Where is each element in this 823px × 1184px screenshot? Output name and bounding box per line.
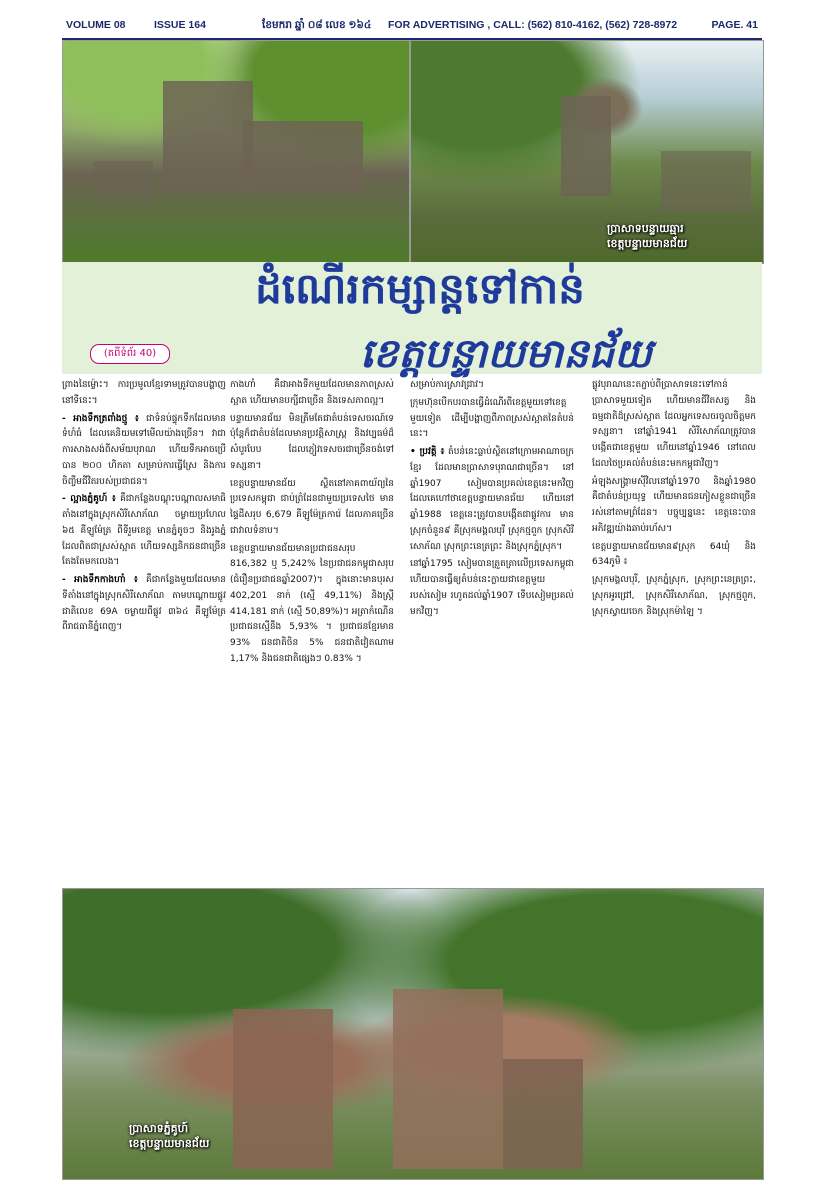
paragraph-text: គឺជាកន្លែងមួយដែលមានទីតាំងនៅក្នុងស្រុកសិរីសោភ័ណ តាមបណ្តោយផ្លូវជាតិលេខ 69A ចម្ងាយពីផ្លូវ ៣៦៤ គីឡូម៉ែត្រពីរាជធានីភ្នំពេញ។	[62, 575, 226, 633]
paragraph: នៅឆ្នាំ1795 សៀមបានត្រួតត្រាលើប្រទេសកម្ពុជា ហើយបានធ្វើឲ្យតំបន់នេះក្លាយជាខេត្តមួយរបស់សៀម រហូតដល់ឆ្នាំ1907 ទើបសៀមប្រគល់មកវិញ។	[410, 559, 574, 617]
section-lead: • ប្រវត្តិ ៖	[410, 447, 445, 457]
paragraph: សម្រាប់ការស្រាវជ្រាវ។	[410, 380, 484, 390]
caption-line: ប្រាសាទបន្ទាយឆ្មារ	[607, 222, 684, 235]
section-lead: - អាងទឹកត្រពាំងថ្មូ ៖	[62, 413, 139, 424]
issue-label: ISSUE 164	[154, 19, 206, 31]
paragraph: ព្រាងនៃម្ល៉ោះ។ ការប្រមូលខ្មែរទាមត្រូវបានបង្ហាញនៅទីនេះ។	[62, 380, 226, 406]
advertising-contact: FOR ADVERTISING , CALL: (562) 810-4162, (562) 728-8972	[388, 19, 678, 31]
text-column-2	[230, 378, 394, 878]
photo-caption	[129, 1121, 209, 1152]
caption-line: ប្រាសាទភ្នំគូហ៍	[129, 1122, 189, 1135]
paragraph	[62, 412, 226, 491]
paragraph	[62, 573, 226, 636]
section-lead: - អាងទឹកកាងហាំ ៖	[62, 575, 138, 585]
banteay-chhmar-photo	[410, 40, 764, 264]
article-subtitle: ខេត្តបន្ទាយមានជ័យ	[360, 331, 652, 377]
text-column-4	[592, 378, 756, 878]
page-number: PAGE. 41	[711, 19, 758, 31]
caption-line: ខេត្តបន្ទាយមានជ័យ	[129, 1137, 210, 1151]
temple-ruins-photo	[62, 40, 410, 264]
paragraph: ខេត្តបន្ទាយមានជ័យ ស្ថិតនៅភាគពាយ័ព្យនៃប្រទេសកម្ពុជា ជាប់ព្រំដែនជាមួយប្រទេសថៃ មានផ្ទៃដីសរុប 6,679 គីឡូម៉ែត្រការ៉េ ដែលភាគច្រើនជាវាលទំនាប។	[230, 478, 394, 536]
volume-label: VOLUME 08	[66, 19, 126, 31]
page-header	[62, 16, 762, 40]
paragraph: បន្ទាយមានជ័យ មិនត្រឹមតែជាតំបន់ទេសចរណ៍ទេ ប៉ុន្តែក៏ជាតំបន់ដែលមានប្រវត្តិសាស្ត្រ និងវប្បធម៌ដ៏សំបូរបែប ដែលភ្ញៀវទេសចរជាច្រើនចង់ទៅទស្សនា។	[230, 413, 394, 471]
paragraph: កាងហាំ គឺជាអាងទឹកមួយដែលមានភាពស្រស់ស្អាត ហើយមានបក្សីជាច្រើន និងទេសភាពល្អ។	[230, 380, 394, 406]
issue-date: ខែមករា ឆ្នាំ ០៨ លេខ ១៦៤	[262, 19, 372, 31]
paragraph: ខេត្តបន្ទាយមានជ័យមានប្រជាជនសរុប 816,382 ឬ 5,242% នៃប្រជាជនកម្ពុជាសរុប (ជំរឿនប្រជាជនឆ្នាំ2007)។ ក្នុងនោះមានបុរស 402,201 នាក់ (ស្មើ 49,11%) និងស្ត្រី 414,181 នាក់ (ស្មើ 50,89%)។ អត្រាកំណើនប្រជាជនស្មើនឹង 5,93% ។ ប្រជាជនខ្មែរមាន 93% ជនជាតិចិន 5% ជនជាតិវៀតណាម 1,17% និងជនជាតិផ្សេងៗ 0.83% ។	[230, 543, 394, 664]
paragraph: ខេត្តបន្ទាយមានជ័យមាន៩ស្រុក 64ឃុំ និង 634ភូមិ ៖	[592, 541, 756, 568]
paragraph: ក្រុមហ៊ុនបើកបរបានធ្វើដំណើរពីខេត្តមួយទៅខេត្តមួយទៀត ដើម្បីបង្ហាញពីភាពស្រស់ស្អាតនៃតំបន់នេះ។	[410, 397, 574, 440]
paragraph-text: គឺជាកន្លែងបណ្តុះបណ្តាលសមាធិតាំងនៅក្នុងស្រុកសិរីសោភ័ណ ចម្ងាយប្រហែល ៦៥ គីឡូម៉ែត្រ ពីទីរួមខេត្ត មានភ្នំតូចៗ និងរូងភ្នំដែលពិតជាស្រស់ស្អាត ហើយទស្សនិកជនជាច្រើនតែងតែមកលេង។	[62, 494, 226, 568]
phnom-kuh-photo	[62, 888, 764, 1180]
paragraph	[410, 445, 574, 555]
continued-badge: (តពីទំព័រ 40)	[90, 344, 170, 364]
paragraph-text: ជាទំនប់ផ្ទុកទឹកដែលមានទំហំធំ ដែលគេនិយមទៅមើលយ៉ាងច្រើន។ វាជាការសាងសង់ពីសម័យបុរាណ ហើយទឹកអាចប្រើបាន ២០០ ហិកតា សម្រាប់ការធ្វើស្រែ និងការចិញ្ចឹមជីវិតរបស់ប្រជាជន។	[62, 413, 226, 487]
paragraph: អំឡុងសង្គ្រាមស៊ីវិលនៅឆ្នាំ1970 និងឆ្នាំ1980 គឺជាតំបន់ប្រយុទ្ធ ហើយមានជនភៀសខ្លួនជាច្រើនរស់នៅតាមព្រំដែន។ បច្ចុប្បន្ននេះ ខេត្តនេះបានអភិវឌ្ឍយ៉ាងឆាប់រហ័ស។	[592, 476, 756, 534]
paragraph-text: តំបន់នេះធ្លាប់ស្ថិតនៅក្រោមអាណាចក្រខ្មែរ ដែលមានប្រាសាទបុរាណជាច្រើន។ នៅឆ្នាំ1907 សៀមបានប្រគល់ខេត្តនេះមកវិញ ដែលគេហៅថាខេត្តបន្ទាយមានជ័យ ហើយនៅឆ្នាំ1988 ខេត្តនេះត្រូវបានបង្កើតជាផ្លូវការ មានស្រុកចំនួន៩ គឺស្រុកមង្គលបុរី ស្រុកថ្មពួក ស្រុកសិរីសោភ័ណ ស្រុកព្រះនេត្រព្រះ និងស្រុកភ្នំស្រុក។	[410, 447, 574, 552]
paragraph: ស្រុកមង្គលបុរី, ស្រុកភ្នំស្រុក, ស្រុកព្រះនេត្រព្រះ, ស្រុកអូរជ្រៅ, ស្រុកសិរីសោភ័ណ, ស្រុកថ្មពួក, ស្រុកស្វាយចេក និងស្រុកម៉ាឡៃ ។	[592, 575, 756, 617]
paragraph	[62, 492, 226, 571]
text-column-1	[62, 378, 226, 878]
article-title: ដំណើរកម្សាន្តទៅកាន់	[255, 264, 585, 313]
paragraph: ផ្លូវបុរាណនេះតភ្ជាប់ពីប្រាសាទនេះទៅកាន់ប្រាសាទមួយទៀត ហើយមានជីវិតសត្វ និងធម្មជាតិដ៏ស្រស់ស្អាត ដែលអ្នកទេសចរចូលចិត្តមកទស្សនា។ នៅឆ្នាំ1941 សិរីសោភ័ណត្រូវបានបង្កើតជាខេត្តមួយ ហើយនៅឆ្នាំ1946 នៅពេលដែលថៃប្រគល់តំបន់នេះមកកម្ពុជាវិញ។	[592, 380, 756, 469]
text-column-3	[410, 378, 574, 878]
section-lead: - ល្អាងភ្នំគូហ៍ ៖	[62, 494, 116, 505]
photo-caption	[607, 221, 687, 252]
caption-line: ខេត្តបន្ទាយមានជ័យ	[607, 237, 688, 251]
